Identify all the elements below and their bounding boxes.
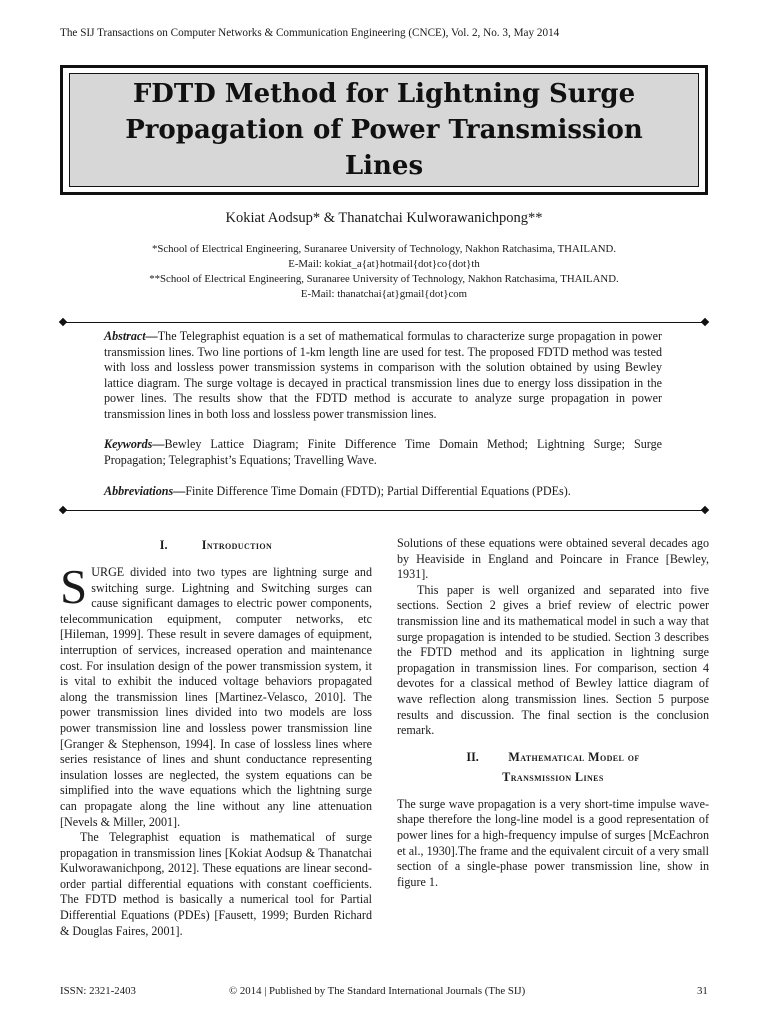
- keywords: [104, 437, 662, 468]
- abstract-top-rule: [66, 322, 702, 323]
- section-1-paragraph-2-continued: Solutions of these equations were obtained several decades ago by Heaviside in England and Poincare in France [Bewley, 1931].: [397, 536, 709, 582]
- email-2: E-Mail: thanatchai{at}gmail{dot}com: [300, 288, 468, 300]
- section-2-heading: [397, 747, 709, 787]
- right-column: [397, 536, 709, 890]
- rule-diamond-right: [701, 318, 709, 326]
- abstract-label: Abstract—: [104, 329, 158, 343]
- title-box: [69, 73, 699, 187]
- footer-page-number: 31: [697, 985, 708, 997]
- authors: Kokiat Aodsup* & Thanatchai Kulworawanichpong**: [225, 210, 543, 226]
- keywords-label: Keywords—: [104, 437, 165, 451]
- abstract: [104, 329, 662, 423]
- section-1-paragraph-1-text: URGE divided into two types are lightning surge and switching surge. Lightning and Switching surges can cause significant damages to electric power components, telecommunication equipment, computer networks, etc [Hileman, 1999]. These result in severe damages of equipment, interruption of services, increased operation and maintenance cost. For insulation design of the power transmission system, it is vital to exhibit the induced voltage behaviors propagated along the transmission lines [Martinez-Velasco, 2010]. The power transmission lines divided into two models are loss power transmission line and lossless power transmission line [Granger & Stephenson, 1994]. In case of lossless lines where series resistance of lines and shunt conductance representing insulation losses are neglected, the system equations can be simplified into the wave equations which the lightning surge can propagate along the line without any line attenuation [Nevels & Miller, 2001].: [60, 565, 372, 829]
- running-header: The SIJ Transactions on Computer Networks & Communication Engineering (CNCE), Vol. 2, No. 3, May 2014: [60, 27, 560, 39]
- section-1-number: I.: [159, 538, 168, 552]
- section-1-heading: [60, 536, 372, 555]
- section-2-title-line-1: Mathematical Model of: [508, 749, 640, 764]
- rule-diamond-left-bottom: [59, 506, 67, 514]
- section-1-paragraph-1: [60, 559, 372, 830]
- email-1: E-Mail: kokiat_a{at}hotmail{dot}co{dot}th: [288, 258, 480, 270]
- abbreviations-label: Abbreviations—: [104, 484, 186, 498]
- abbreviations-text: Finite Difference Time Domain (FDTD); Partial Differential Equations (PDEs).: [185, 484, 571, 498]
- section-1-paragraph-2: The Telegraphist equation is mathematical of surge propagation in transmission lines [Kokiat Aodsup & Thanatchai Kulworawanichpong, 2012]. These equations are linear second-order partial differential equations with constant coefficients. The FDTD method is basically a numerical tool for Partial Differential Equations (PDEs) [Fausett, 1999; Burden Richard & Douglas Faires, 2001].: [60, 830, 372, 938]
- paper-title-line-1: FDTD Method for Lightning Surge: [132, 79, 636, 109]
- rule-diamond-left: [59, 318, 67, 326]
- section-1-title: Introduction: [201, 538, 273, 552]
- abstract-text: The Telegraphist equation is a set of mathematical formulas to characterize surge propagation in power transmission lines. Two line portions of 1-km length line are used for test. The proposed FDTD method was tested with loss and lossless power transmission systems in comparison with the solution obtained by using Bewley lattice diagram. The surge voltage is decayed in practical transmission lines due to energy loss dissipation in the power lines. The results show that the FDTD method is accurate to analyze surge propagation in power transmission lines in both loss and lossless power transmission lines.: [104, 329, 662, 421]
- paper-title-line-3: Lines: [344, 151, 424, 181]
- title-frame: [60, 65, 708, 195]
- abstract-bottom-rule: [66, 510, 702, 511]
- abbreviations: [104, 484, 662, 500]
- section-2-number: II.: [466, 749, 479, 764]
- affiliation-1: *School of Electrical Engineering, Suranaree University of Technology, Nakhon Ratchasima, THAILAND.: [151, 243, 617, 255]
- footer-issn: ISSN: 2321-2403: [60, 985, 136, 997]
- footer-publisher: © 2014 | Published by The Standard International Journals (The SIJ): [229, 985, 526, 997]
- section-2-paragraph-1: The surge wave propagation is a very short-time impulse wave-shape therefore the long-line model is a good representation of power lines for a high-frequency impulse of surges [McEachron et al., 1930].The frame and the equivalent circuit of a very small section of a single-phase power transmission line, show in figure 1.: [397, 796, 709, 889]
- affiliation-2: **School of Electrical Engineering, Suranaree University of Technology, Nakhon Ratchasima, THAILAND.: [149, 273, 619, 285]
- drop-cap: S: [60, 559, 88, 614]
- keywords-text: Bewley Lattice Diagram; Finite Difference Time Domain Method; Lightning Surge; Surge Propagation; Telegraphist’s Equations; Travelling Wave.: [104, 437, 662, 467]
- left-column: [60, 536, 372, 939]
- section-2-title-line-2: Transmission Lines: [502, 769, 604, 784]
- paper-title-line-2: Propagation of Power Transmission: [125, 115, 643, 145]
- section-1-paragraph-3: This paper is well organized and separated into five sections. Section 2 gives a brief review of electric power transmission line and its mathematical model in such a way that surge propagation is intended to be studied. Section 3 describes the FDTD method and its application in lightning surge propagation in transmission lines. For comparison, section 4 devotes for a classical method of Bewley lattice diagram of wave reflection along transmission lines. Section 5 purpose results and discussion. The final section is the conclusion remark.: [397, 582, 709, 738]
- rule-diamond-right-bottom: [701, 506, 709, 514]
